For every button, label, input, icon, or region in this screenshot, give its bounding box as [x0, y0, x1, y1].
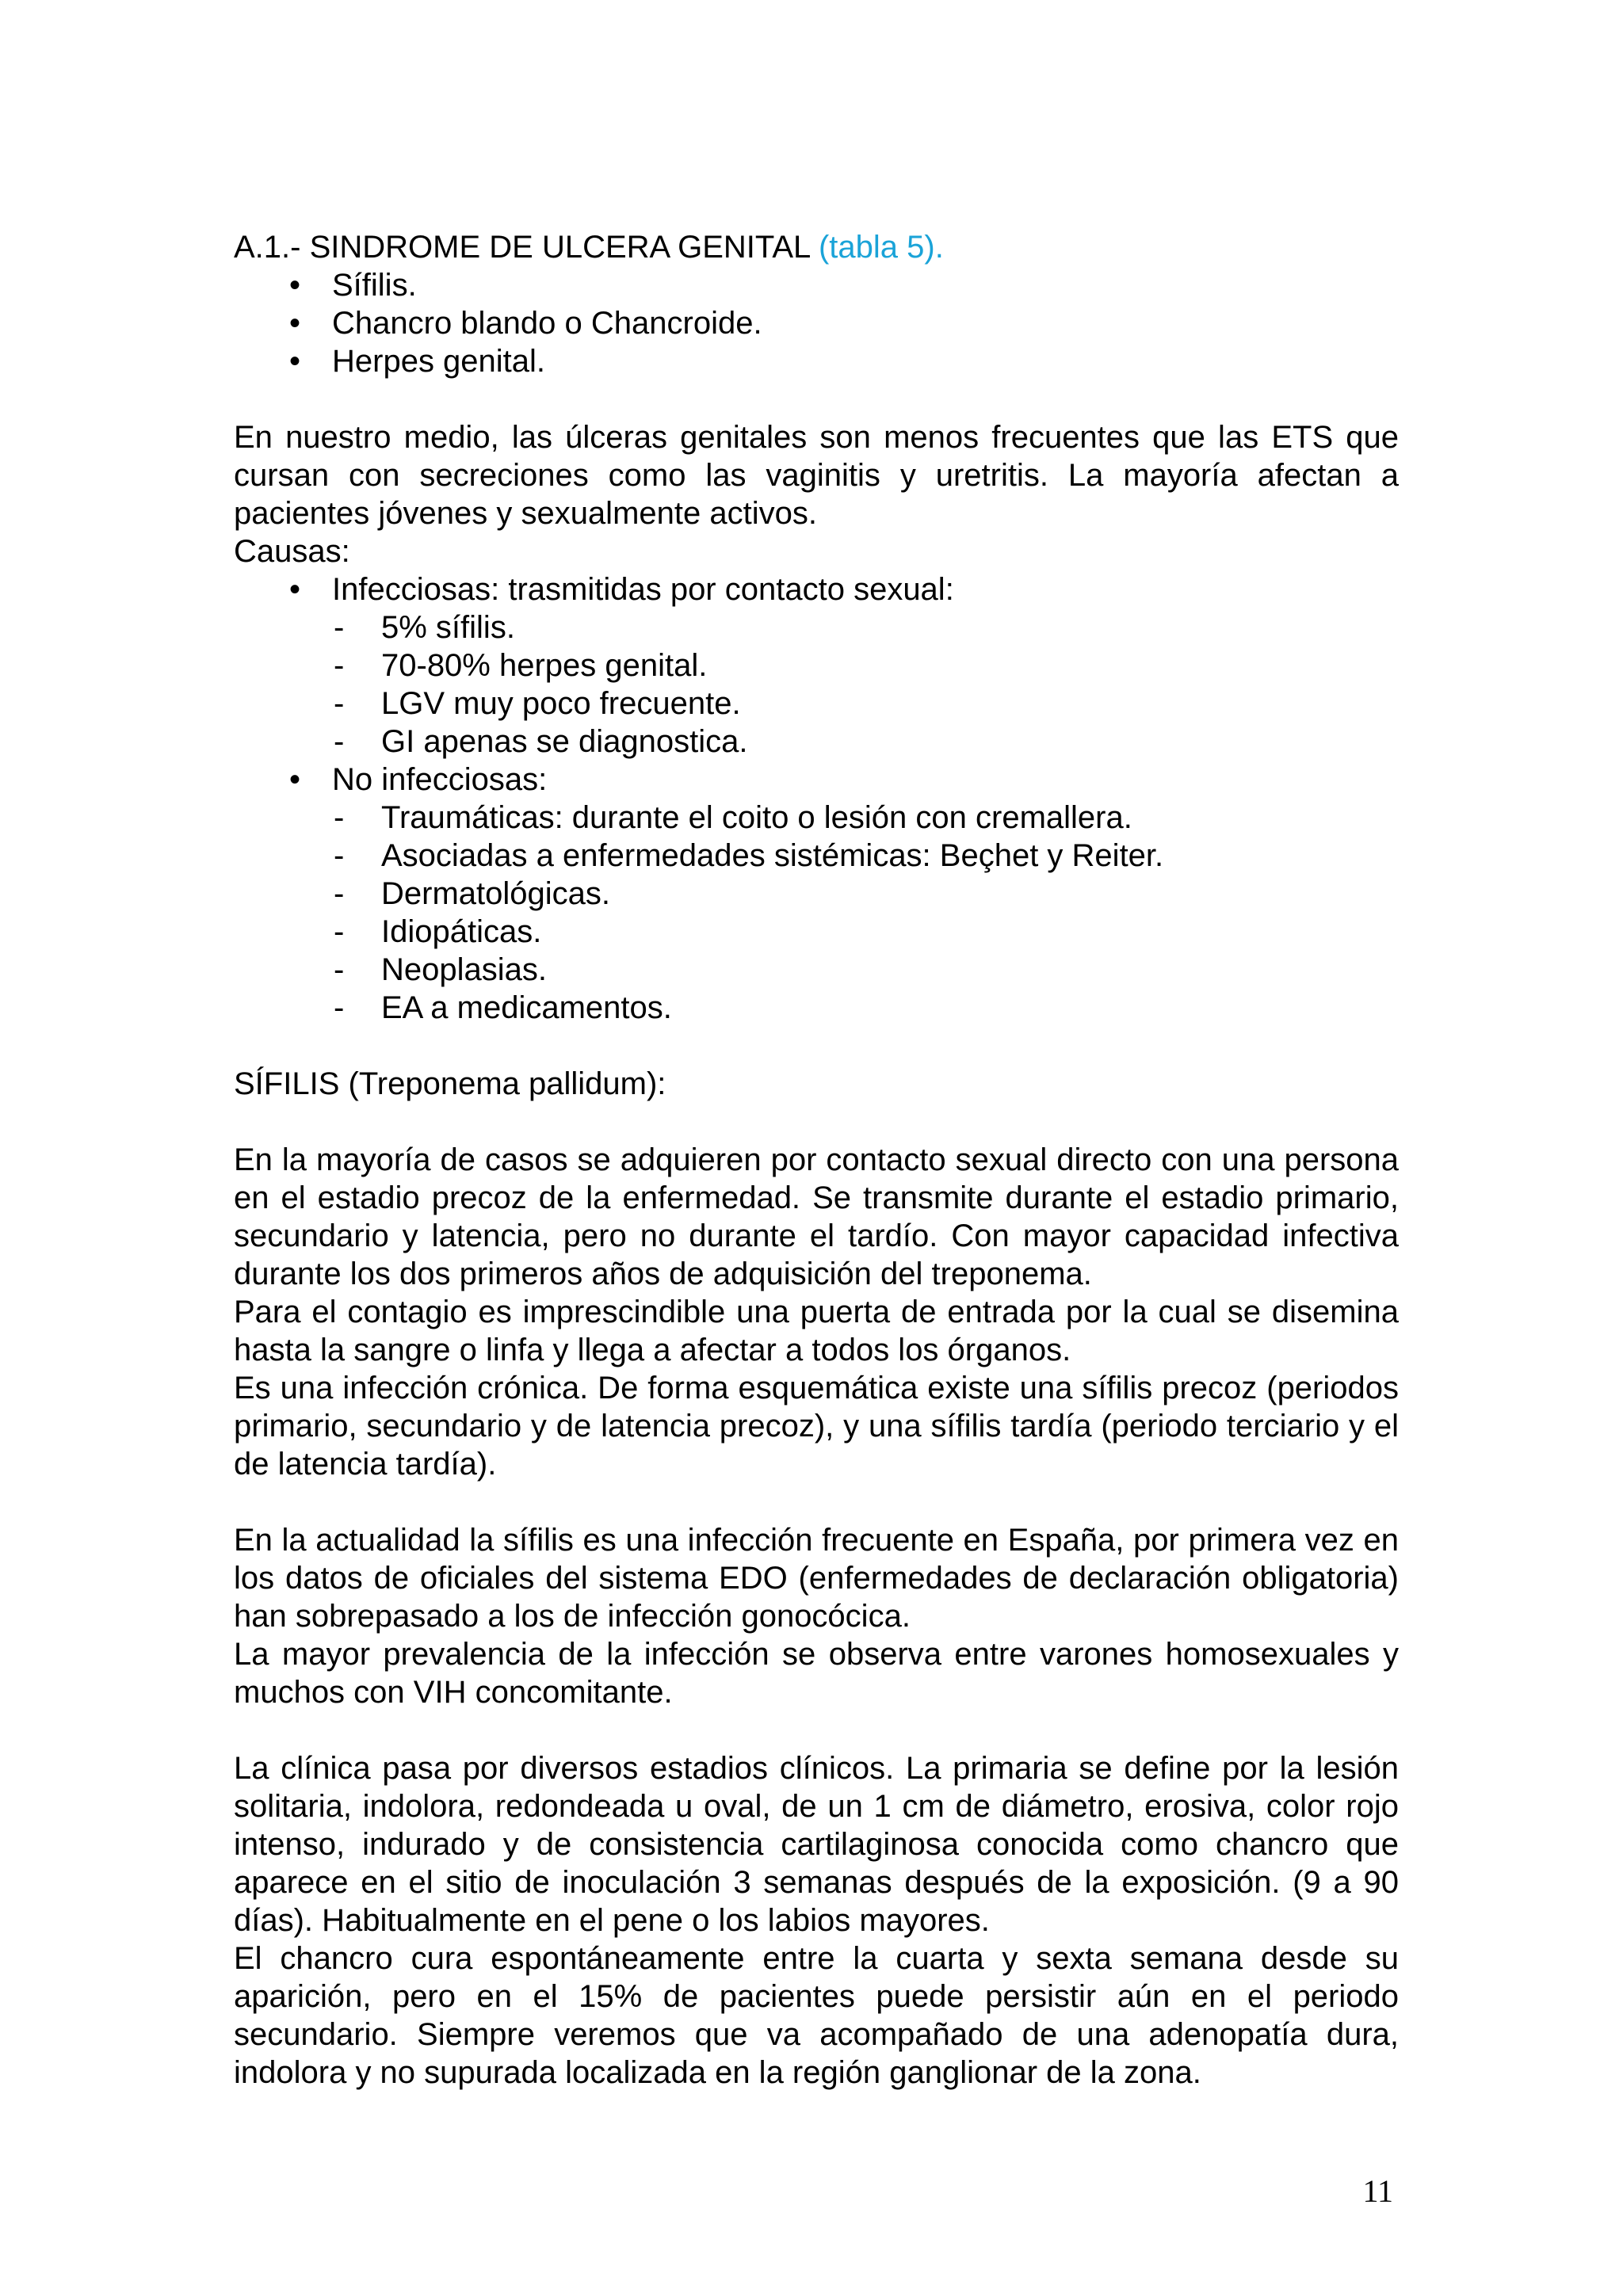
- syphilis-paragraph: La mayor prevalencia de la infección se observa entre varones homosexuales y muchos con VIH concomitante.: [234, 1637, 1399, 1710]
- infectious-label: • Infecciosas: trasmitidas por contacto sexual:: [234, 570, 1399, 608]
- list-item: - Traumáticas: durante el coito o lesión con cremallera.: [234, 799, 1399, 837]
- list-item: - GI apenas se diagnostica.: [234, 723, 1399, 761]
- causes-list-2: [234, 761, 1399, 799]
- list-item: - 70-80% herpes genital.: [234, 646, 1399, 685]
- table-reference-link[interactable]: (tabla 5).: [818, 230, 944, 265]
- list-item: • Chancro blando o Chancroide.: [234, 304, 1399, 342]
- syphilis-paragraph: El chancro cura espontáneamente entre la cuarta y sexta semana desde su aparición, pero en el 15% de pacientes puede persistir aún en el periodo secundario. Siempre veremos que va acompañado de una adenopatía dura, indolora y no supurada localizada en la región ganglionar de la zona.: [234, 1941, 1399, 2090]
- list-item: - Asociadas a enfermedades sistémicas: Beçhet y Reiter.: [234, 837, 1399, 875]
- noninfectious-causes-list: [234, 799, 1399, 1027]
- syphilis-paragraph: Para el contagio es imprescindible una puerta de entrada por la cual se disemina hasta la sangre o linfa y llega a afectar a todos los órganos.: [234, 1295, 1399, 1367]
- section-heading-text: A.1.- SINDROME DE ULCERA GENITAL: [234, 230, 810, 265]
- syphilis-paragraph: Es una infección crónica. De forma esquemática existe una sífilis precoz (periodos primario, secundario y de latencia precoz), y una sífilis tardía (periodo terciario y el de latencia tardía).: [234, 1371, 1399, 1482]
- infectious-causes-list: [234, 608, 1399, 761]
- section-heading: [234, 228, 1399, 266]
- noninfectious-label: • No infecciosas:: [234, 761, 1399, 799]
- ulcer-causes-list: [234, 266, 1399, 380]
- list-item: • Sífilis.: [234, 266, 1399, 304]
- list-item: - Neoplasias.: [234, 951, 1399, 989]
- intro-paragraph: En nuestro medio, las úlceras genitales son menos frecuentes que las ETS que cursan con secreciones como las vaginitis y uretritis. La mayoría afectan a pacientes jóvenes y sexualmente activos.: [234, 420, 1399, 531]
- document-body: [234, 228, 1399, 2092]
- list-item: - LGV muy poco frecuente.: [234, 685, 1399, 723]
- syphilis-paragraph: En la mayoría de casos se adquieren por contacto sexual directo con una persona en el estadio precoz de la enfermedad. Se transmite durante el estadio primario, secundario y latencia, pero no durante el tardío. Con mayor capacidad infectiva durante los dos primeros años de adquisición del treponema.: [234, 1142, 1399, 1291]
- list-item: - EA a medicamentos.: [234, 989, 1399, 1027]
- list-item: - Dermatológicas.: [234, 875, 1399, 913]
- list-item: - Idiopáticas.: [234, 913, 1399, 951]
- syphilis-title: SÍFILIS (Treponema pallidum):: [234, 1066, 666, 1101]
- causes-list: [234, 570, 1399, 608]
- syphilis-paragraph: La clínica pasa por diversos estadios clínicos. La primaria se define por la lesión solitaria, indolora, redondeada u oval, de un 1 cm de diámetro, erosiva, color rojo intenso, indurado y de consistencia cartilaginosa conocida como chancro que aparece en el sitio de inoculación 3 semanas después de la exposición. (9 a 90 días). Habitualmente en el pene o los labios mayores.: [234, 1751, 1399, 1938]
- causes-label: Causas:: [234, 534, 350, 569]
- list-item: - 5% sífilis.: [234, 608, 1399, 646]
- syphilis-paragraph: En la actualidad la sífilis es una infección frecuente en España, por primera vez en los datos de oficiales del sistema EDO (enfermedades de declaración obligatoria) han sobrepasado a los de infección gonocócica.: [234, 1523, 1399, 1634]
- page-number: 11: [1362, 2173, 1393, 2209]
- list-item: • Herpes genital.: [234, 342, 1399, 380]
